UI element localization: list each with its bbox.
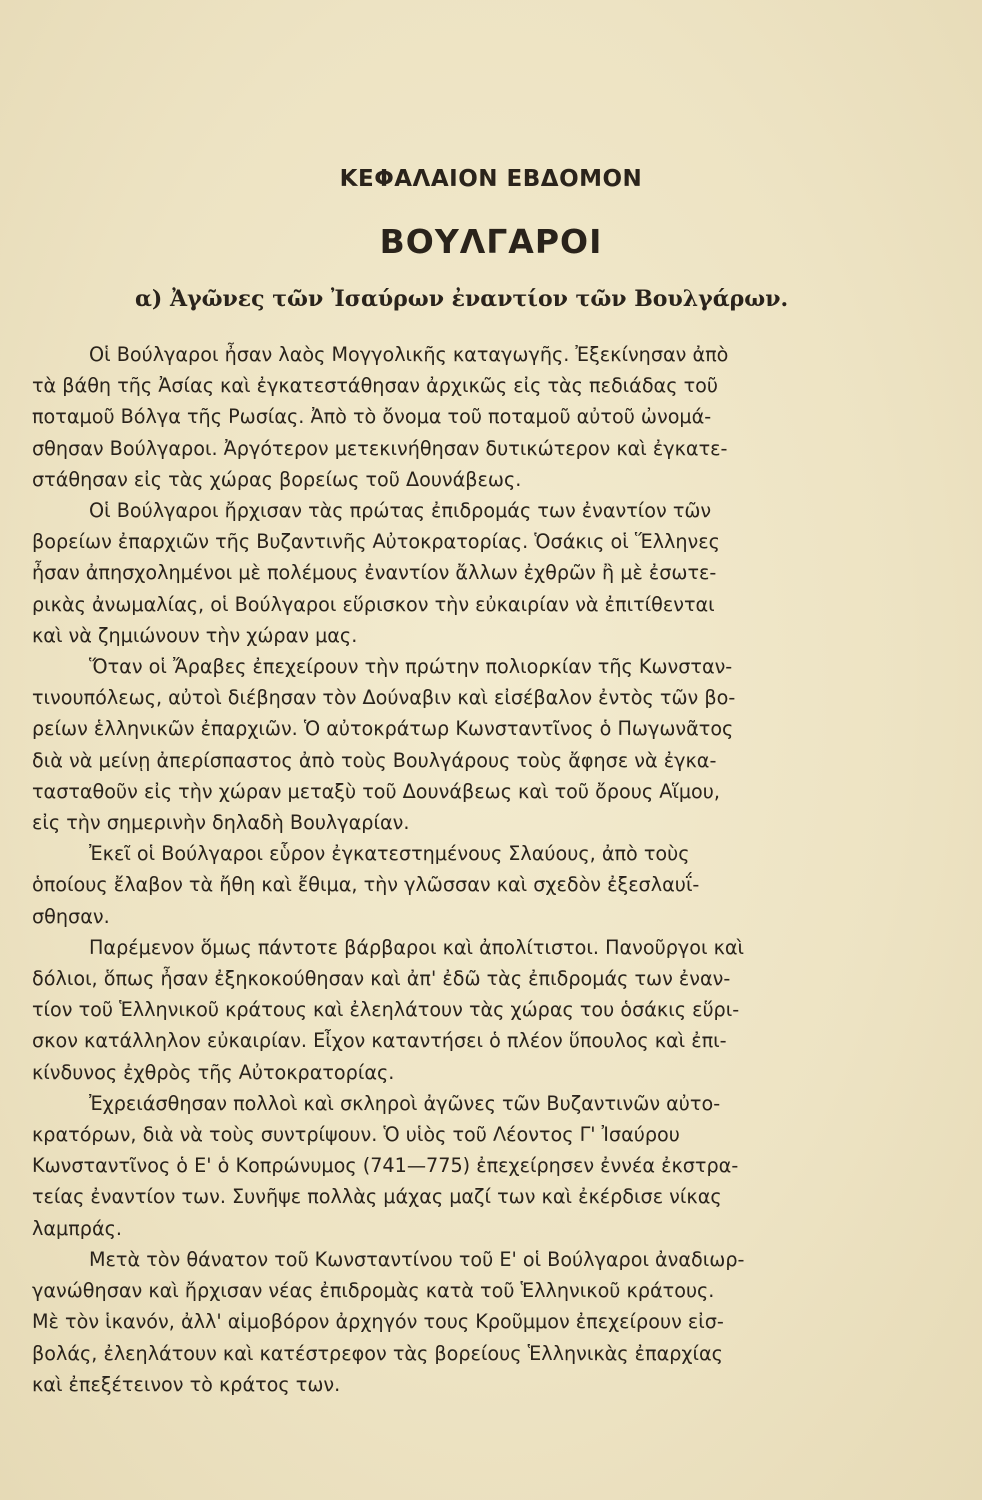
paragraph-4 xyxy=(32,838,862,932)
text-line: στάθησαν εἰς τὰς χώρας βορείως τοῦ Δουνάβεως. xyxy=(32,467,522,491)
text-line: δόλιοι, ὅπως ἦσαν ἐξηκοκούθησαν καὶ ἀπ' ἐδῶ τὰς ἐπιδρομάς των ἐναν- xyxy=(32,967,731,991)
text-line: Παρέμενον ὅμως πάντοτε βάρβαροι καὶ ἀπολίτιστοι. Πανοῦργοι καὶ xyxy=(89,935,745,959)
text-line: τίον τοῦ Ἑλληνικοῦ κράτους καὶ ἐλεηλάτουν τὰς χώρας του ὁσάκις εὕρι- xyxy=(32,998,740,1022)
chapter-heading: ΚΕΦΑΛΑΙΟΝ ΕΒΔΟΜΟΝ xyxy=(339,166,643,192)
text-line: εἰς τὴν σημερινὴν δηλαδὴ Βουλγαρίαν. xyxy=(32,811,410,835)
text-line: ρείων ἑλληνικῶν ἐπαρχιῶν. Ὁ αὐτοκράτωρ Κωνσταντῖνος ὁ Πωγωνᾶτος xyxy=(32,717,734,741)
text-line: τείας ἐναντίον των. Συνῆψε πολλὰς μάχας μαζί των καὶ ἐκέρδισε νίκας xyxy=(32,1185,722,1209)
text-line: κρατόρων, διὰ νὰ τοὺς συντρίψουν. Ὁ υἱὸς τοῦ Λέοντος Γ' Ἰσαύρου xyxy=(32,1123,680,1147)
text-line: κίνδυνος ἐχθρὸς τῆς Αὐτοκρατορίας. xyxy=(32,1060,395,1084)
text-line: Ὅταν οἱ Ἄραβες ἐπεχείρουν τὴν πρώτην πολιορκίαν τῆς Κωνσταν- xyxy=(89,655,733,679)
text-line: σθησαν. xyxy=(32,904,110,928)
paragraph-7 xyxy=(32,1244,862,1400)
paragraph-1 xyxy=(32,339,862,495)
text-line: Οἱ Βούλγαροι ἦσαν λαὸς Μογγολικῆς καταγωγῆς. Ἐξεκίνησαν ἀπὸ xyxy=(89,343,729,366)
text-line: σκον κατάλληλον εὐκαιρίαν. Εἶχον καταντήσει ὁ πλέον ὕπουλος καὶ ἐπι- xyxy=(32,1029,727,1053)
text-line: καὶ ἐπεξέτεινον τὸ κράτος των. xyxy=(32,1372,341,1396)
text-line: τὰ βάθη τῆς Ἀσίας καὶ ἐγκατεστάθησαν ἀρχικῶς εἰς τὰς πεδιάδας τοῦ xyxy=(32,374,718,398)
text-line: σθησαν Βούλγαροι. Ἀργότερον μετεκινήθησαν δυτικώτερον καὶ ἐγκατε- xyxy=(32,436,728,460)
text-line: διὰ νὰ μείνῃ ἀπερίσπαστος ἀπὸ τοὺς Βουλγάρους τοὺς ἄφησε νὰ ἐγκα- xyxy=(32,748,717,772)
text-line: ρικὰς ἀνωμαλίας, οἱ Βούλγαροι εὕρισκον τὴν εὐκαιρίαν νὰ ἐπιτίθενται xyxy=(32,592,715,616)
paragraph-2 xyxy=(32,495,862,651)
section-subtitle: α) Ἀγῶνες τῶν Ἰσαύρων ἐναντίον τῶν Βουλγάρων. xyxy=(135,286,789,312)
text-line: γανώθησαν καὶ ἤρχισαν νέας ἐπιδρομὰς κατὰ τοῦ Ἑλληνικοῦ κράτους. xyxy=(32,1279,715,1303)
paragraph-6 xyxy=(32,1088,862,1244)
text-line: Οἱ Βούλγαροι ἤρχισαν τὰς πρώτας ἐπιδρομάς των ἐναντίον τῶν xyxy=(89,499,712,523)
text-line: Ἐκεῖ οἱ Βούλγαροι εὗρον ἐγκατεστημένους Σλαύους, ἀπὸ τοὺς xyxy=(89,842,690,866)
paragraph-3 xyxy=(32,651,862,838)
page-title: ΒΟΥΛΓΑΡΟΙ xyxy=(379,222,603,261)
text-line: τασταθοῦν εἰς τὴν χώραν μεταξὺ τοῦ Δουνάβεως καὶ τοῦ ὄρους Αἵμου, xyxy=(32,779,720,803)
text-line: Μὲ τὸν ἱκανόν, ἀλλ' αἱμοβόρον ἀρχηγόν τους Κροῦμμον ἐπεχείρουν εἰσ- xyxy=(32,1310,724,1334)
text-line: βορείων ἐπαρχιῶν τῆς Βυζαντινῆς Αὐτοκρατορίας. Ὁσάκις οἱ Ἕλληνες xyxy=(32,530,720,554)
body-text xyxy=(32,339,862,1400)
text-line: Μετὰ τὸν θάνατον τοῦ Κωνσταντίνου τοῦ Ε' οἱ Βούλγαροι ἀναδιωρ- xyxy=(89,1247,745,1271)
paragraph-5 xyxy=(32,932,862,1088)
text-line: καὶ νὰ ζημιώνουν τὴν χώραν μας. xyxy=(32,623,358,647)
text-line: βολάς, ἐλεηλάτουν καὶ κατέστρεφον τὰς βορείους Ἑλληνικὰς ἐπαρχίας xyxy=(32,1341,723,1365)
text-line: Κωνσταντῖνος ὁ Ε' ὁ Κοπρώνυμος (741—775) ἐπεχείρησεν ἐννέα ἐκστρα- xyxy=(32,1154,739,1178)
text-line: λαμπράς. xyxy=(32,1216,122,1240)
text-line: Ἐχρειάσθησαν πολλοὶ καὶ σκληροὶ ἀγῶνες τῶν Βυζαντινῶν αὐτο- xyxy=(89,1091,721,1115)
text-line: ὁποίους ἔλαβον τὰ ἤθη καὶ ἔθιμα, τὴν γλῶσσαν καὶ σχεδὸν ἐξεσλαυΐ- xyxy=(32,873,700,897)
text-line: ἦσαν ἀπησχολημένοι μὲ πολέμους ἐναντίον ἄλλων ἐχθρῶν ἢ μὲ ἐσωτε- xyxy=(32,561,717,585)
text-line: ποταμοῦ Βόλγα τῆς Ρωσίας. Ἀπὸ τὸ ὄνομα τοῦ ποταμοῦ αὐτοῦ ὠνομά- xyxy=(32,405,712,429)
text-line: τινουπόλεως, αὐτοὶ διέβησαν τὸν Δούναβιν καὶ εἰσέβαλον ἐντὸς τῶν βο- xyxy=(32,686,736,710)
